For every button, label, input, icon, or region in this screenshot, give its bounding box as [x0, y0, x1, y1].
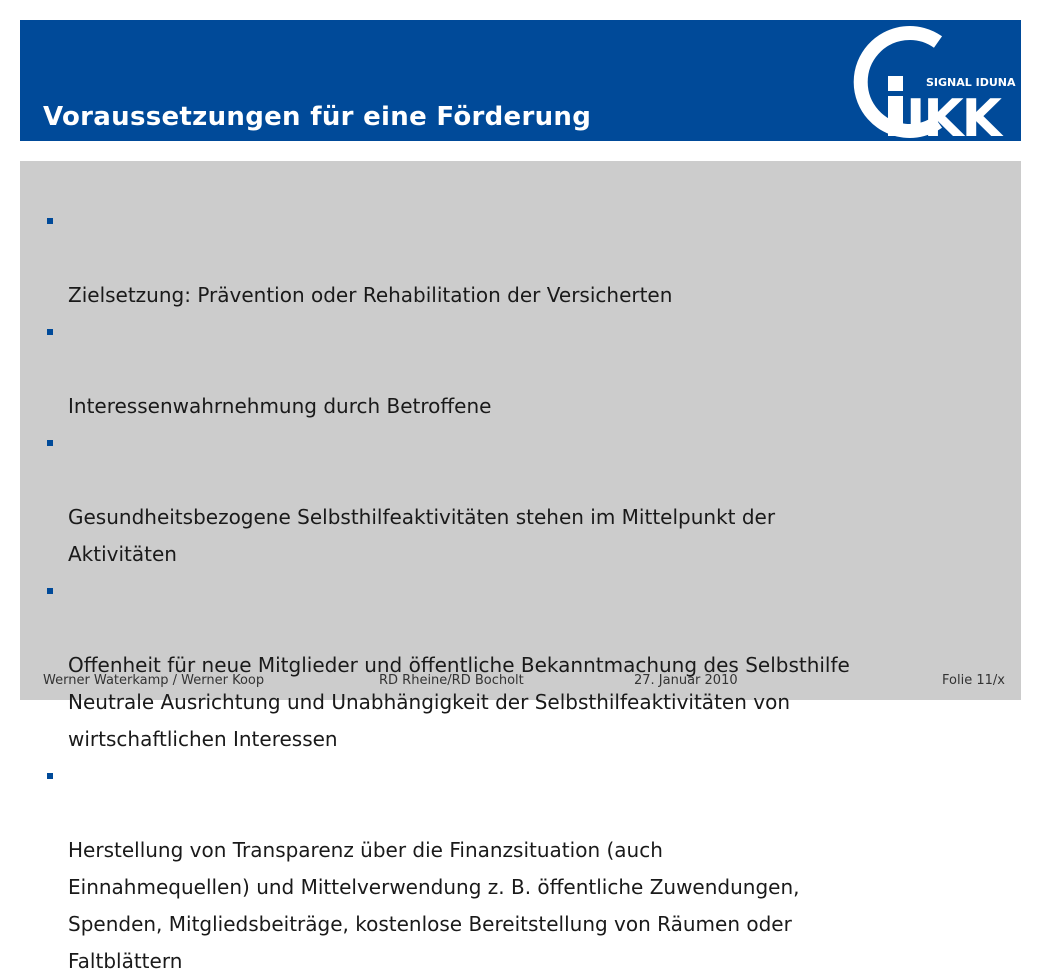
square-bullet-icon — [47, 218, 53, 224]
bullet-item — [44, 573, 1019, 758]
square-bullet-icon — [47, 329, 53, 335]
square-bullet-icon — [47, 773, 53, 779]
logo-main-text: IKK — [906, 89, 1000, 149]
logo-dot — [888, 76, 903, 91]
logo-top-text: SIGNAL IDUNA — [926, 76, 1016, 89]
square-bullet-icon — [47, 440, 53, 446]
content-panel — [20, 161, 1021, 973]
footer-region: RD Rheine/RD Bocholt — [379, 673, 524, 688]
bullet-text: Interessenwahrnehmung durch Betroffene — [68, 394, 492, 418]
bullet-text: Herstellung von Transparenz über die Finanzsituation (auch Einnahmequellen) und Mittelverwendung z. B. öffentliche Zuwendungen, Spenden, Mitgliedsbeiträge, kostenlose Bereitstellung von Räumen oder Faltblättern — [68, 838, 800, 973]
footer-authors: Werner Waterkamp / Werner Koop — [43, 673, 265, 688]
bullet-item — [44, 314, 1019, 425]
bullet-list — [44, 203, 1019, 980]
footer-slide-number: Folie 11/x — [942, 673, 1005, 688]
ikk-logo-icon — [830, 24, 1020, 149]
bullet-text: Gesundheitsbezogene Selbsthilfeaktivitäten stehen im Mittelpunkt der Aktivitäten — [68, 505, 776, 566]
header-bar — [20, 20, 1021, 149]
footer-date: 27. Januar 2010 — [634, 673, 738, 688]
bullet-text: Zielsetzung: Prävention oder Rehabilitation der Versicherten — [68, 283, 673, 307]
bullet-item — [44, 425, 1019, 573]
square-bullet-icon — [47, 588, 53, 594]
logo-stem — [888, 96, 903, 136]
bullet-item — [44, 203, 1019, 314]
bullet-item — [44, 758, 1019, 980]
bullet-text: Offenheit für neue Mitglieder und öffentliche Bekanntmachung des Selbsthilfe Neutrale Ausrichtung und Unabhängigkeit der Selbsthilfeaktivitäten von wirtschaftlichen Interessen — [68, 653, 850, 751]
slide-title: Voraussetzungen für eine Förderung — [43, 102, 592, 132]
